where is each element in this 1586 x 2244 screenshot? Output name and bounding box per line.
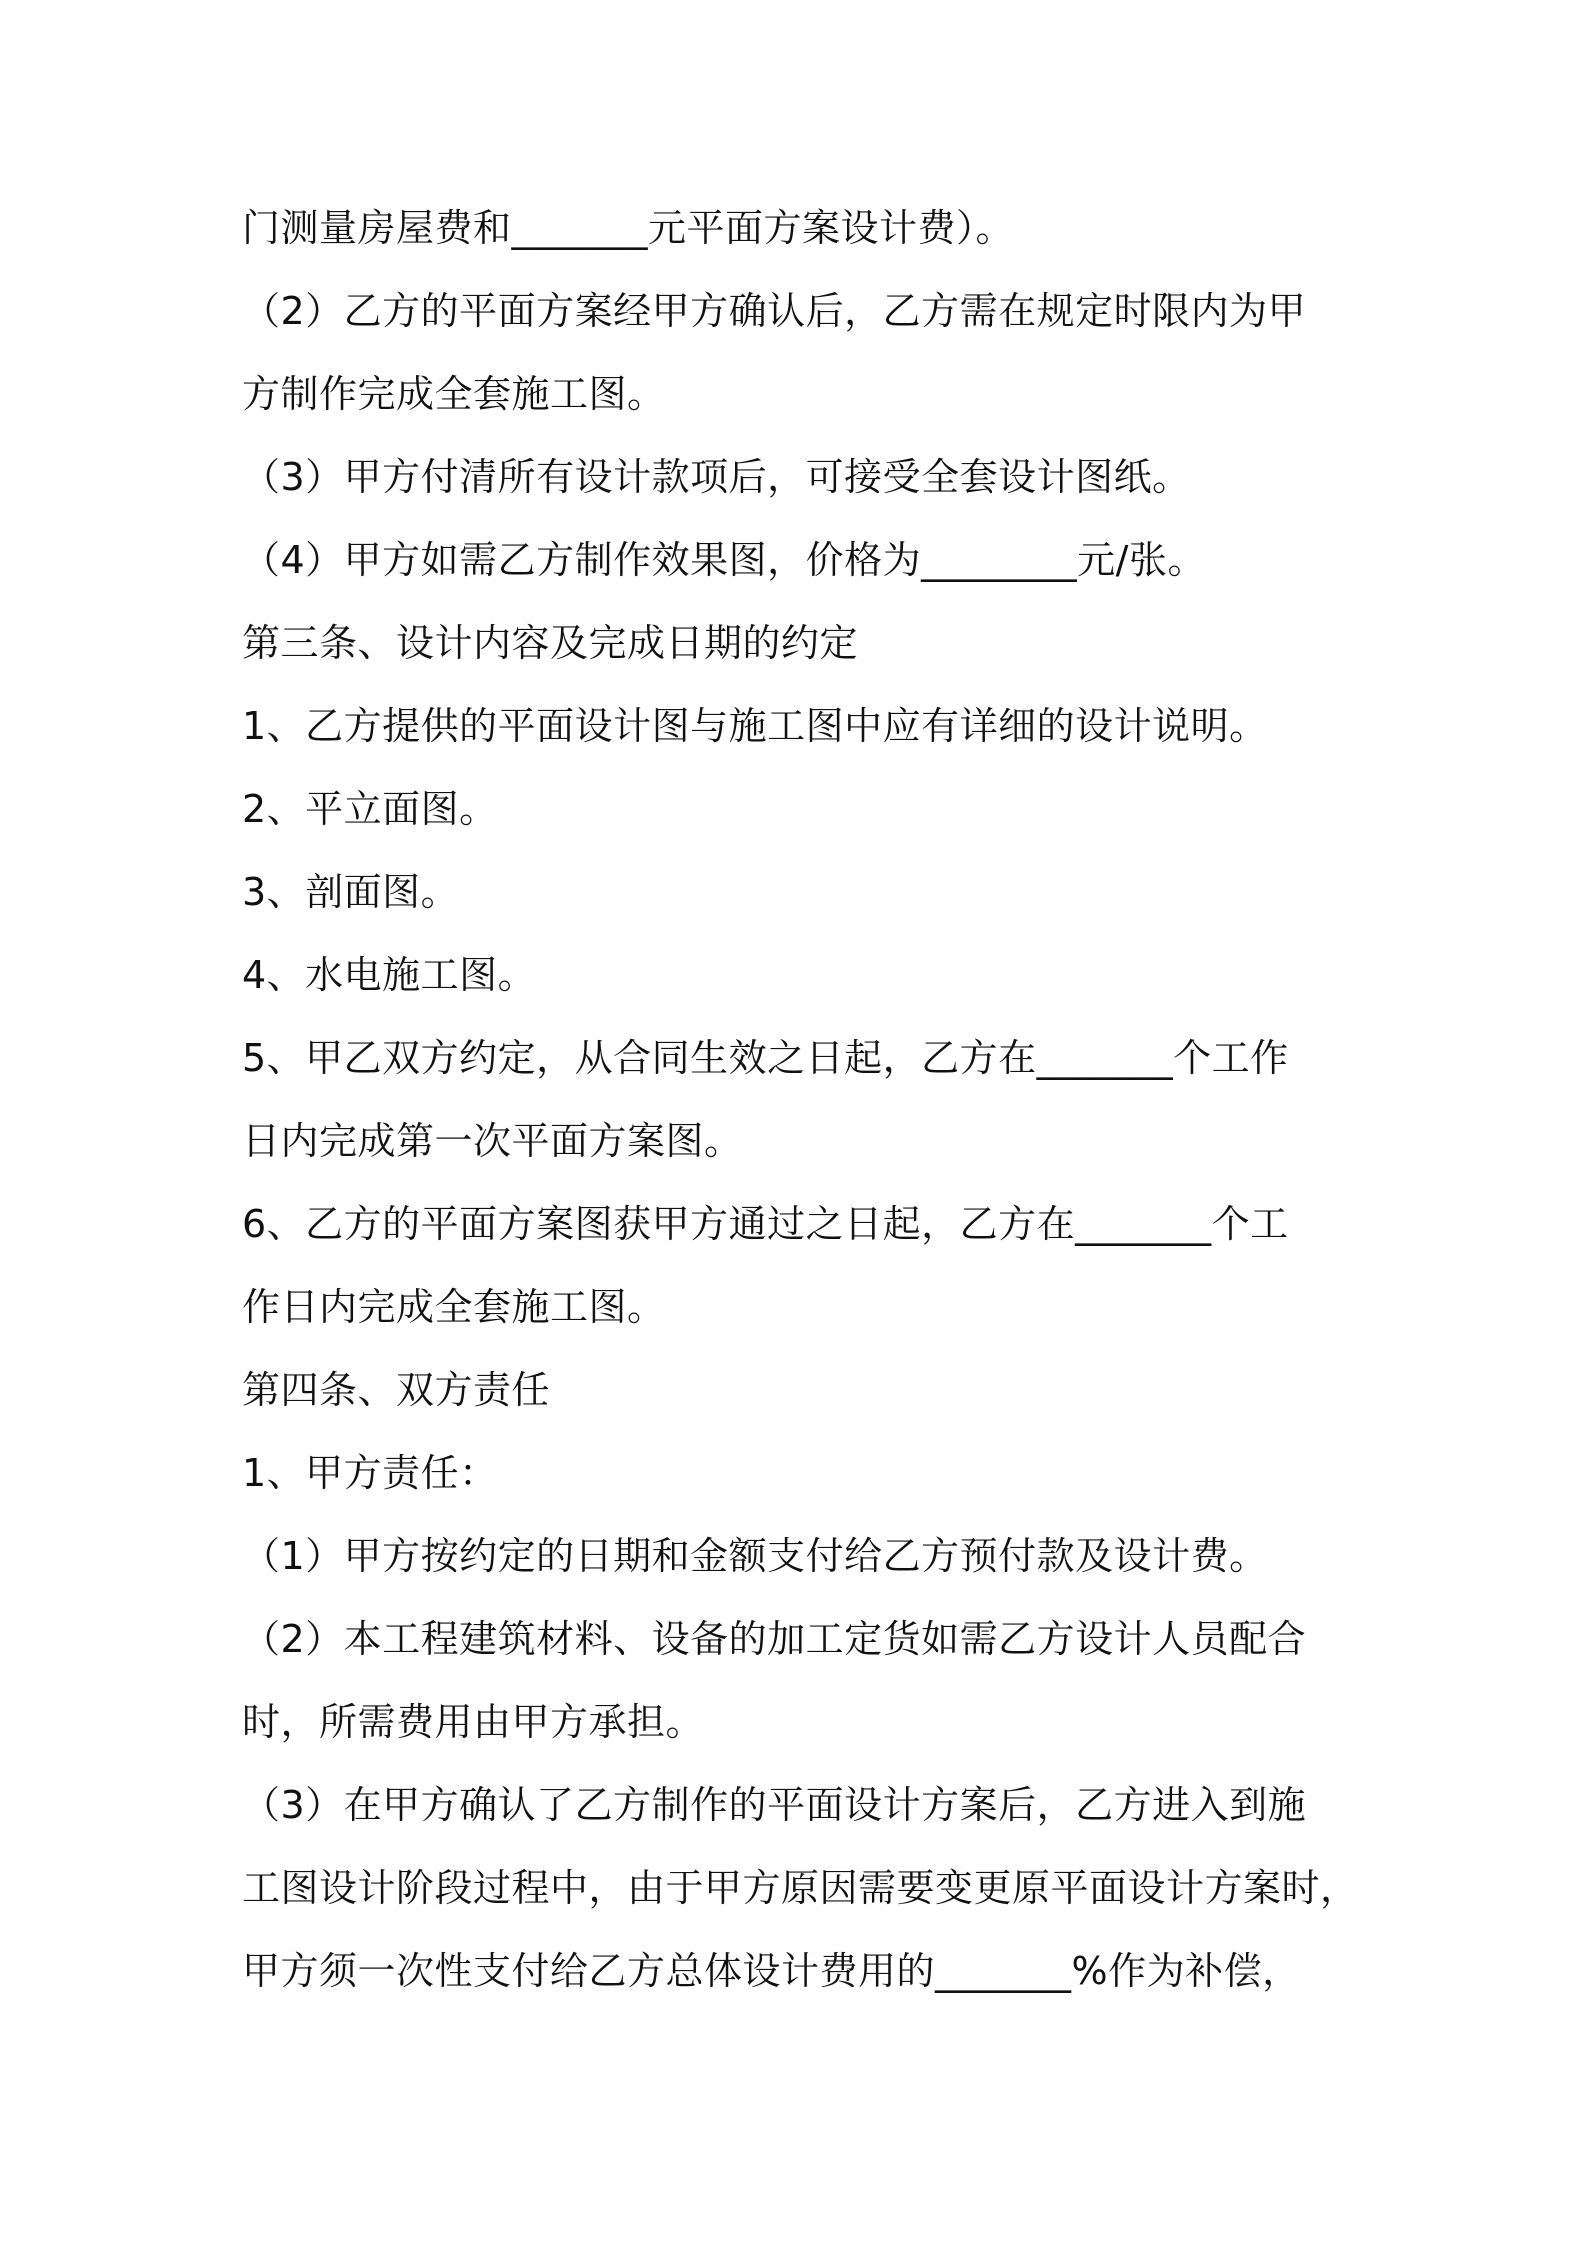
text-line: 1、甲方责任：	[242, 1451, 498, 1495]
section-heading: 第四条、双方责任	[242, 1368, 551, 1412]
text-line: 甲方须一次性支付给乙方总体设计费用的_______%作为补偿，	[242, 1949, 1301, 1993]
text-line: 日内完成第一次平面方案图。	[242, 1119, 743, 1163]
text-line: 6、乙方的平面方案图获甲方通过之日起，乙方在_______个工	[242, 1202, 1289, 1246]
text-line: 5、甲乙双方约定，从合同生效之日起，乙方在_______个工作	[242, 1036, 1289, 1080]
text-line: 1、乙方提供的平面设计图与施工图中应有详细的设计说明。	[242, 704, 1268, 748]
text-line: 方制作完成全套施工图。	[242, 372, 666, 416]
text-line: 门测量房屋费和_______元平面方案设计费）。	[242, 206, 1015, 250]
text-line: 时，所需费用由甲方承担。	[242, 1700, 705, 1744]
section-heading: 第三条、设计内容及完成日期的约定	[242, 621, 859, 665]
text-line: （1）甲方按约定的日期和金额支付给乙方预付款及设计费。	[242, 1534, 1268, 1578]
text-line: （3）在甲方确认了乙方制作的平面设计方案后，乙方进入到施	[242, 1783, 1307, 1827]
text-line: （3）甲方付清所有设计款项后，可接受全套设计图纸。	[242, 455, 1191, 499]
text-line: （4）甲方如需乙方制作效果图，价格为________元/张。	[242, 538, 1206, 582]
text-line: 3、剖面图。	[242, 870, 460, 914]
text-line: 工图设计阶段过程中，由于甲方原因需要变更原平面设计方案时，	[242, 1866, 1359, 1910]
text-line: 作日内完成全套施工图。	[242, 1285, 666, 1329]
text-line: 4、水电施工图。	[242, 953, 537, 997]
text-line: 2、平立面图。	[242, 787, 498, 831]
text-line: （2）本工程建筑材料、设备的加工定货如需乙方设计人员配合	[242, 1617, 1307, 1661]
text-line: （2）乙方的平面方案经甲方确认后，乙方需在规定时限内为甲	[242, 289, 1307, 333]
